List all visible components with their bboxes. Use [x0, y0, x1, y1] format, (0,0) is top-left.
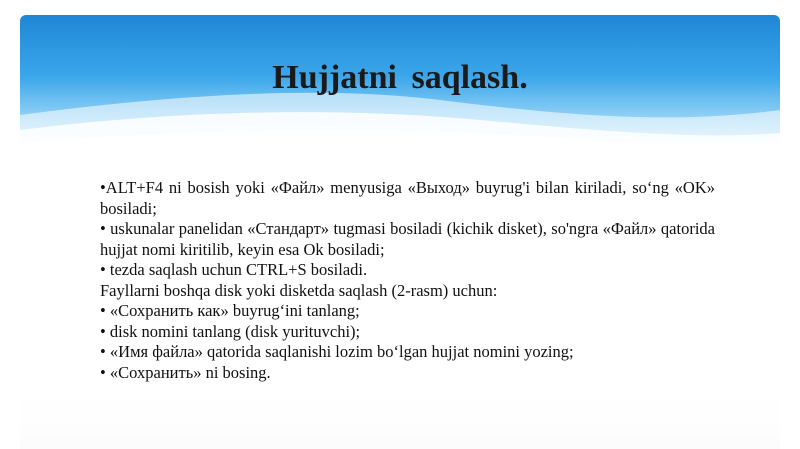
footer-fade: [20, 395, 780, 449]
slide-title: Hujjatni saqlash.: [272, 59, 528, 96]
slide-content: [100, 178, 715, 383]
slide-header-banner: [20, 15, 780, 150]
bullet-save-as: • «Сохранить как» buyrug‘ini tanlang;: [100, 301, 360, 320]
save-other-disk-heading: Fayllarni boshqa disk yoki disketda saqlash (2-rasm) uchun:: [100, 280, 498, 300]
bullet-file-name: • «Имя файла» qatorida saqlanishi lozim bo‘lgan hujjat nomini yozing;: [100, 342, 574, 361]
bullet-press-save: • «Сохранить» ni bosing.: [100, 362, 271, 382]
bullet-choose-disk: • disk nomini tanlang (disk yurituvchi);: [100, 321, 361, 341]
bullet-standard-toolbar: • uskunalar panelidan «Стандарт» tugmasi bosiladi (kichik disket), so'ngra «Файл» qatorida hujjat nomi kiritilib, keyin esa Ok bosiladi;: [100, 219, 715, 259]
bullet-exit-save: •ALT+F4 ni bosish yoki «Файл» menyusiga «Выход» buyrug'i bilan kiriladi, so‘ng «OK» bosiladi;: [100, 178, 715, 218]
bullet-quick-save: • tezda saqlash uchun CTRL+S bosiladi.: [100, 260, 368, 279]
